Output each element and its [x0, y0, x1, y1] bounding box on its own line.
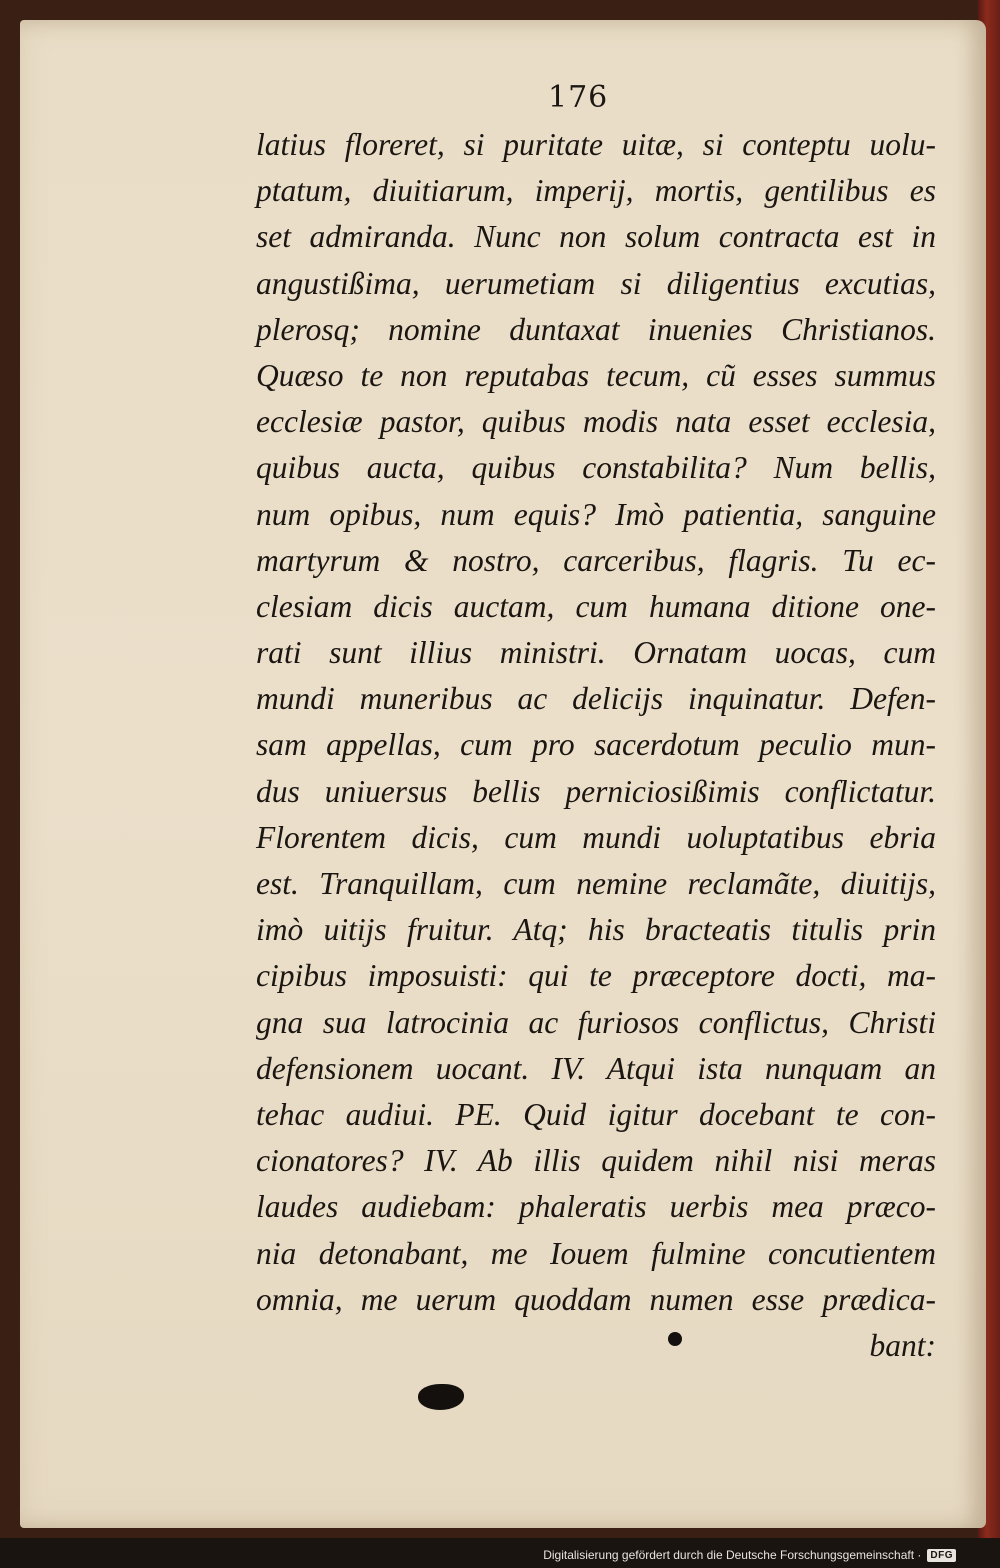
text-line: ecclesiæ pastor, quibus modis nata esset ecclesia, — [256, 404, 936, 440]
dfg-logo: DFG — [927, 1549, 956, 1562]
text-line: angustißima, uerumetiam si diligentius excutias, — [256, 265, 936, 301]
page-number: 176 — [548, 80, 609, 115]
text-line: nia detonabant, me Iouem fulmine concutientem — [256, 1235, 936, 1271]
text-line: gna sua latrocinia ac furiosos conflictus, Christi — [256, 1004, 936, 1040]
text-line: mundi muneribus ac delicijs inquinatur. Defen- — [256, 681, 936, 717]
text-line: dus uniuersus bellis perniciosißimis conflictatur. — [256, 773, 936, 809]
text-line: cipibus imposuisti: qui te præceptore docti, ma- — [256, 958, 936, 994]
text-line: Florentem dicis, cum mundi uoluptatibus ebria — [256, 819, 936, 855]
text-line: Quæso te non reputabas tecum, cũ esses summus — [256, 357, 936, 393]
text-line: set admiranda. Nunc non solum contracta est in — [256, 219, 936, 255]
text-line: omnia, me uerum quoddam numen esse prædica- — [256, 1281, 936, 1317]
text-line: imò uitijs fruitur. Atq; his bracteatis titulis prin — [256, 912, 936, 948]
text-line: num opibus, num equis? Imò patientia, sanguine — [256, 496, 936, 532]
ink-blot — [418, 1384, 464, 1410]
text-line: rati sunt illius ministri. Ornatam uocas, cum — [256, 635, 936, 671]
text-line: quibus aucta, quibus constabilita? Num bellis, — [256, 450, 936, 486]
text-line: latius floreret, si puritate uitæ, si conteptu uolu- — [256, 127, 936, 162]
text-line: clesiam dicis auctam, cum humana ditione one- — [256, 588, 936, 624]
text-line: ptatum, diuitiarum, imperij, mortis, gentilibus es — [256, 173, 936, 209]
page-text — [256, 122, 936, 1369]
text-line: sam appellas, cum pro sacerdotum peculio mun- — [256, 727, 936, 763]
text-line: bant: — [869, 1327, 936, 1363]
digitization-credit — [543, 1548, 956, 1562]
text-line: defensionem uocant. IV. Atqui ista nunquam an — [256, 1050, 936, 1086]
text-line: plerosq; nomine duntaxat inuenies Christianos. — [256, 311, 936, 347]
text-line: tehac audiui. PE. Quid igitur docebant te con- — [256, 1096, 936, 1132]
book-page — [20, 20, 986, 1528]
text-line: martyrum & nostro, carceribus, flagris. Tu ec- — [256, 542, 936, 578]
text-line: laudes audiebam: phaleratis uerbis mea præco- — [256, 1189, 936, 1225]
ink-spot — [668, 1332, 682, 1346]
text-line: cionatores? IV. Ab illis quidem nihil nisi meras — [256, 1143, 936, 1179]
text-line: est. Tranquillam, cum nemine reclamãte, diuitijs, — [256, 866, 936, 901]
credit-text: Digitalisierung gefördert durch die Deutsche Forschungsgemeinschaft · — [543, 1548, 922, 1562]
